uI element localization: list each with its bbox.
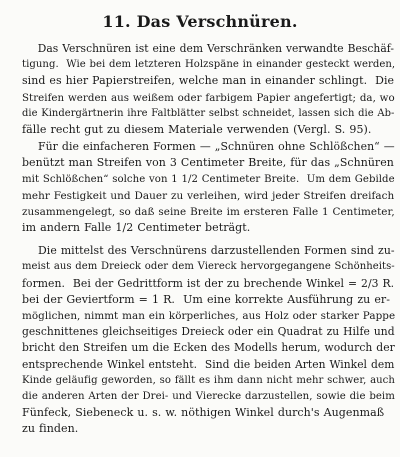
text-line: Für die einfacheren Formen — „Schnüren ohne Schlößchen“ — <box>22 140 395 154</box>
body-text <box>22 41 400 438</box>
text-line: bricht den Streifen um die Ecken des Modells herum, wodurch der <box>22 341 395 355</box>
text-line: meist aus dem Dreieck oder dem Viereck hervorgegangene Schönheits- <box>22 261 395 273</box>
text-line: zu finden. <box>22 422 79 436</box>
paragraph-2 <box>22 139 400 236</box>
text-line: Das Verschnüren ist eine dem Verschränken verwandte Beschäf- <box>22 42 395 55</box>
text-line: möglichen, nimmt man ein körperliches, aus Holz oder starker Pappe <box>22 310 396 322</box>
text-line: sind es hier Papierstreifen, welche man in einander schlingt. Die <box>22 74 395 88</box>
text-line: tigung. Wie bei dem letzteren Holzspäne in einander gesteckt werden, <box>22 59 396 71</box>
text-line: Streifen werden aus weißem oder farbigem Papier angefertigt; da, wo <box>22 91 395 104</box>
text-line: Kinde geläufig geworden, so fällt es ihm dann nicht mehr schwer, auch <box>22 374 395 386</box>
text-line: fälle recht gut zu diesem Materiale verwenden (Vergl. S. 95). <box>22 122 372 136</box>
text-line: entsprechende Winkel entsteht. Sind die beiden Arten Winkel dem <box>22 357 395 371</box>
section-heading: 11. Das Verschnüren. <box>102 12 298 31</box>
text-line: im andern Falle 1/2 Centimeter beträgt. <box>22 221 251 235</box>
text-line: mehr Festigkeit und Dauer zu verleihen, wird jeder Streifen dreifach <box>22 189 395 202</box>
text-line: Die mittelst des Verschnürens darzustellenden Formen sind zu- <box>22 244 395 258</box>
text-line: die Kindergärtnerin ihre Faltblätter selbst schneidet, lassen sich die Ab- <box>22 107 395 119</box>
text-line: mit Schlößchen“ solche von 1 1/2 Centimeter Breite. Um dem Gebilde <box>22 173 395 185</box>
text-line: benützt man Streifen von 3 Centimeter Breite, für das „Schnüren <box>22 156 394 170</box>
text-line: die anderen Arten der Drei- und Vierecke darzustellen, sowie die beim <box>22 390 395 402</box>
paragraph-3 <box>22 243 400 437</box>
text-line: formen. Bei der Gedrittform ist der zu brechende Winkel = 2/3 R. <box>22 276 395 290</box>
text-line: geschnittenes gleichseitiges Dreieck oder ein Quadrat zu Hilfe und <box>22 325 395 339</box>
text-line: bei der Geviertform = 1 R. Um eine korrekte Ausführung zu er- <box>22 292 391 306</box>
text-line: Fünfeck, Siebeneck u. s. w. nöthigen Winkel durch's Augenmaß <box>22 406 385 420</box>
text-line: zusammengelegt, so daß seine Breite im ersteren Falle 1 Centimeter, <box>22 205 395 218</box>
paragraph-1 <box>22 41 400 138</box>
